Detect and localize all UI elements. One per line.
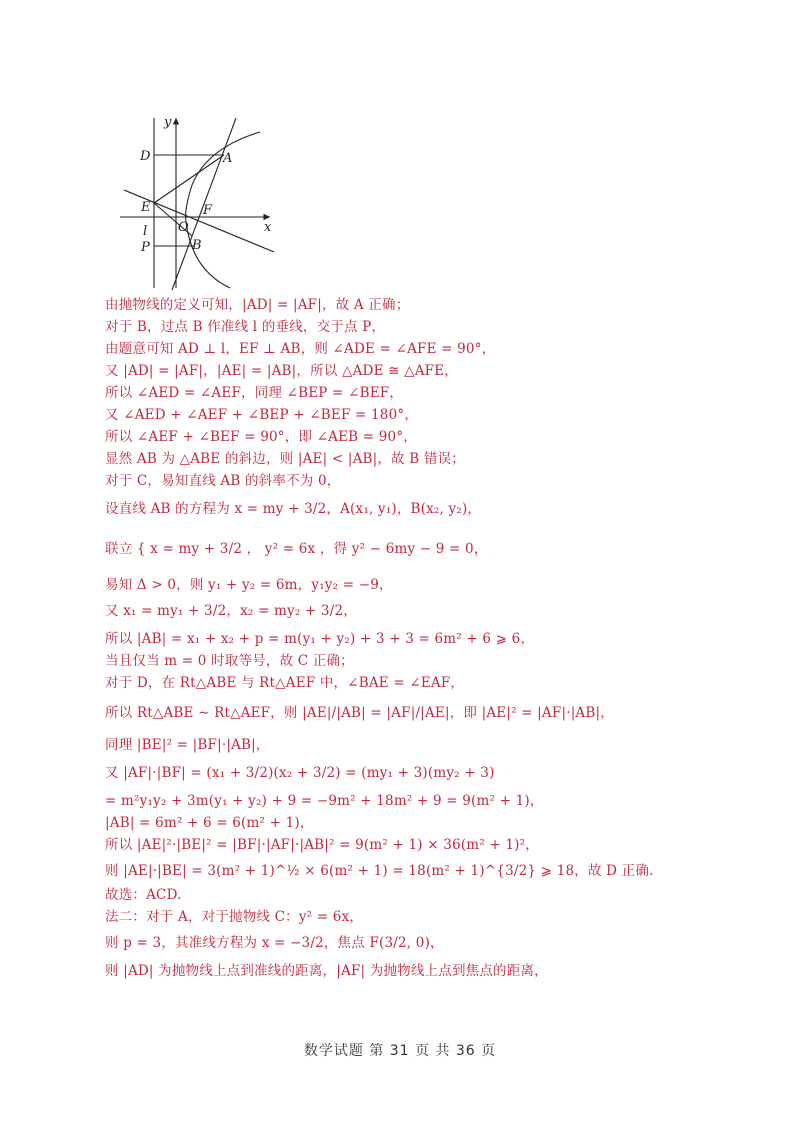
solution-line: 所以 |AE|²·|BE|² = |BF|·|AF|·|AB|² = 9(m² + 1) × 36(m² + 1)²， <box>105 837 539 853</box>
solution-line: 对于 C，易知直线 AB 的斜率不为 0， <box>105 473 341 489</box>
label-x: x <box>264 220 272 235</box>
solution-line: = m²y₁y₂ + 3m(y₁ + y₂) + 9 = −9m² + 18m² + 9 = 9(m² + 1)， <box>105 793 544 809</box>
solution-line: 联立 { x = my + 3/2 ， y² = 6x ，得 y² − 6my − 9 = 0， <box>105 541 488 557</box>
solution-line: 又 x₁ = my₁ + 3/2，x₂ = my₂ + 3/2， <box>105 603 357 619</box>
solution-line: 又 ∠AED + ∠AEF + ∠BEP + ∠BEF = 180°， <box>105 407 419 423</box>
label-l: l <box>143 224 148 239</box>
solution-line: 同理 |BE|² = |BF|·|AB|， <box>105 737 270 753</box>
label-p: P <box>141 240 150 255</box>
solution-line: 法二：对于 A，对于抛物线 C：y² = 6x， <box>105 909 364 925</box>
solution-line: 则 p = 3，其准线方程为 x = −3/2，焦点 F(3/2, 0)， <box>105 935 444 951</box>
page-footer: 数学试题 第 31 页 共 36 页 <box>303 1043 497 1059</box>
solution-line: 则 |AE|·|BE| = 3(m² + 1)^½ × 6(m² + 1) = 18(m² + 1)^{3/2} ⩾ 18，故 D 正确. <box>105 863 654 879</box>
label-b: B <box>192 238 202 253</box>
solution-line: 又 |AF|·|BF| = (x₁ + 3/2)(x₂ + 3/2) = (my₁ + 3)(my₂ + 3) <box>105 765 495 781</box>
label-o: O <box>178 220 189 235</box>
solution-line: 又 |AD| = |AF|，|AE| = |AB|，所以 △ADE ≅ △AFE， <box>105 363 458 379</box>
label-y: y <box>164 115 172 130</box>
solution-line: 由题意可知 AD ⊥ l，EF ⊥ AB，则 ∠ADE = ∠AFE = 90°， <box>105 341 496 357</box>
label-f: F <box>203 203 213 218</box>
label-a: A <box>223 151 233 166</box>
geometry-figure <box>112 110 282 290</box>
label-d: D <box>140 149 151 164</box>
solution-line: |AB| = 6m² + 6 = 6(m² + 1)， <box>105 815 314 831</box>
solution-line: 故选：ACD. <box>105 887 182 903</box>
solution-line: 所以 ∠AEF + ∠BEF = 90°，即 ∠AEB = 90°， <box>105 429 417 445</box>
solution-line: 所以 Rt△ABE ∼ Rt△AEF，则 |AE|/|AB| = |AF|/|AE|，即 |AE|² = |AF|·|AB|， <box>105 705 614 721</box>
solution-line: 对于 B，过点 B 作准线 l 的垂线，交于点 P， <box>105 319 386 335</box>
solution-line: 所以 ∠AED = ∠AEF，同理 ∠BEP = ∠BEF， <box>105 385 404 401</box>
solution-line: 设直线 AB 的方程为 x = my + 3/2，A(x₁, y₁)，B(x₂, y₂)， <box>105 501 482 517</box>
solution-line: 则 |AD| 为抛物线上点到准线的距离，|AF| 为抛物线上点到焦点的距离， <box>105 963 548 979</box>
solution-line: 对于 D，在 Rt△ABE 与 Rt△AEF 中，∠BAE = ∠EAF， <box>105 675 465 691</box>
label-e: E <box>141 200 151 215</box>
solution-line: 显然 AB 为 △ABE 的斜边，则 |AE| < |AB|，故 B 错误； <box>105 451 465 467</box>
solution-line: 易知 Δ > 0，则 y₁ + y₂ = 6m，y₁y₂ = −9， <box>105 577 393 593</box>
solution-line: 当且仅当 m = 0 时取等号，故 C 正确； <box>105 653 354 669</box>
solution-line: 所以 |AB| = x₁ + x₂ + p = m(y₁ + y₂) + 3 + 3 = 6m² + 6 ⩾ 6， <box>105 631 535 647</box>
solution-line: 由抛物线的定义可知，|AD| = |AF|，故 A 正确； <box>105 297 410 313</box>
